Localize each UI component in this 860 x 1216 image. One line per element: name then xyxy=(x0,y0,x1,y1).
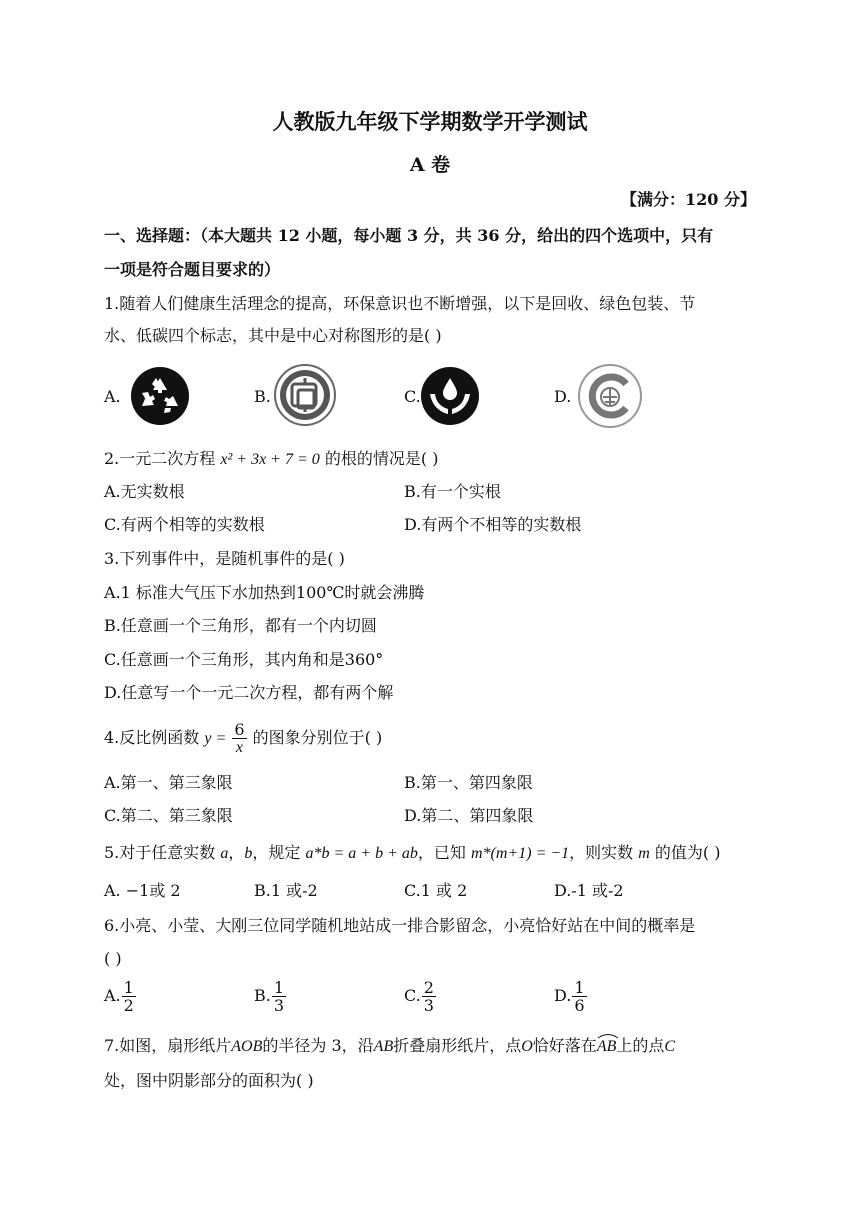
q3-option-a: A.1 标准大气压下水加热到100℃时就会沸腾 xyxy=(104,583,425,602)
q4-option-a: A.第一、第三象限 xyxy=(104,773,233,792)
q4-option-d: D.第二、第四象限 xyxy=(404,806,534,825)
q2-option-d: D.有两个不相等的实数根 xyxy=(404,515,582,534)
q3-option-c: C.任意画一个三角形，其内角和是360° xyxy=(104,650,384,669)
q5-stem xyxy=(104,843,721,864)
q5-option-a: A. −1或 2 xyxy=(104,881,181,900)
page-subtitle: A 卷 xyxy=(409,154,451,176)
q7-stem-line1 xyxy=(104,1036,675,1057)
q1-stem-line2: 水、低碳四个标志，其中是中心对称图形的是( ) xyxy=(104,326,442,345)
q1-option-b-label: B. xyxy=(254,387,271,406)
q5-text-d: ，则实数 xyxy=(569,843,634,862)
page-title: 人教版九年级下学期数学开学测试 xyxy=(272,109,588,134)
q4-option-b: B.第一、第四象限 xyxy=(404,773,533,792)
arc-symbol-icon xyxy=(597,1033,619,1039)
q5-option-b: B.1 或-2 xyxy=(254,881,318,900)
q6-option-d-fraction xyxy=(572,979,586,1014)
q2-option-b: B.有一个实根 xyxy=(404,482,501,501)
q6-option-d xyxy=(554,978,588,1014)
q1-stem-line1: 1.随着人们健康生活理念的提高，环保意识也不断增强，以下是回收、绿色包装、节 xyxy=(104,294,696,313)
q4-suffix: 的图象分别位于( ) xyxy=(252,728,383,747)
q5-var-a: a xyxy=(220,845,229,862)
q6-option-c-label: C. xyxy=(404,986,421,1005)
q6-option-a-num: 1 xyxy=(123,978,134,997)
q6-option-c-fraction xyxy=(422,979,436,1014)
q6-option-a-label: A. xyxy=(104,986,121,1005)
q6-stem-line1: 6.小亮、小莹、大刚三位同学随机地站成一排合影留念，小亮恰好站在中间的概率是 xyxy=(104,916,696,935)
q2-option-c: C.有两个相等的实数根 xyxy=(104,515,265,534)
q3-option-d: D.任意写一个一元二次方程，都有两个解 xyxy=(104,683,394,702)
q7-stem-line2: 处，图中阴影部分的面积为( ) xyxy=(104,1071,314,1090)
q3-option-b: B.任意画一个三角形，都有一个内切圆 xyxy=(104,616,377,635)
q6-option-b-fraction xyxy=(272,979,286,1014)
q1-option-c-label: C. xyxy=(404,387,421,406)
section-heading-line2: 一项是符合题目要求的） xyxy=(104,260,281,279)
q6-option-a-fraction xyxy=(122,979,136,1014)
q5-text-a: 5.对于任意实数 xyxy=(104,843,216,862)
q4-numerator: 6 xyxy=(234,720,245,739)
q4-option-c: C.第二、第三象限 xyxy=(104,806,233,825)
water-saving-icon xyxy=(420,366,480,426)
q2-suffix: 的根的情况是( ) xyxy=(324,449,439,468)
q7-arc-ab xyxy=(597,1037,617,1057)
q7-arc-label: AB xyxy=(596,1038,617,1055)
q6-stem-line2: ( ) xyxy=(104,949,122,968)
q7-v3: O xyxy=(521,1038,533,1055)
q6-option-b-label: B. xyxy=(254,986,271,1005)
green-package-icon xyxy=(274,364,336,426)
q5-definition: a*b = a + b + ab xyxy=(305,845,418,862)
q4-stem xyxy=(104,720,382,757)
q5-sep: ， xyxy=(228,843,245,862)
q6-option-d-num: 1 xyxy=(574,978,585,997)
score-note: 【满分：120 分】 xyxy=(621,190,756,209)
q1-option-a-label: A. xyxy=(104,387,121,406)
q6-option-d-label: D. xyxy=(554,986,572,1005)
q7-t2: 的半径为 3，沿 xyxy=(262,1036,374,1055)
section-heading-line1: 一、选择题：（本大题共 12 小题，每小题 3 分，共 36 分，给出的四个选项中，只有 xyxy=(104,226,714,245)
q4-fraction xyxy=(232,721,246,756)
recycle-icon xyxy=(130,366,190,426)
q2-stem xyxy=(104,449,438,470)
q5-option-c: C.1 或 2 xyxy=(404,881,468,900)
q6-option-a-den: 2 xyxy=(123,996,134,1015)
q7-v2: AB xyxy=(373,1038,394,1055)
q6-option-b xyxy=(254,978,287,1014)
q7-t1: 7.如图，扇形纸片 xyxy=(104,1036,232,1055)
q7-t4: 恰好落在 xyxy=(532,1036,597,1055)
q6-option-c xyxy=(404,978,437,1014)
q4-prefix: 4.反比例函数 xyxy=(104,728,200,747)
q1-option-d-label: D. xyxy=(554,387,572,406)
q5-var-m: m xyxy=(638,845,650,862)
low-carbon-icon xyxy=(578,364,642,428)
q2-equation: x² + 3x + 7 = 0 xyxy=(220,451,320,468)
q6-option-c-den: 3 xyxy=(423,996,434,1015)
q4-denominator: x xyxy=(235,739,244,756)
q2-option-a: A.无实数根 xyxy=(104,482,185,501)
q7-t5: 上的点 xyxy=(616,1036,665,1055)
q6-option-b-den: 3 xyxy=(273,996,285,1015)
q3-stem: 3.下列事件中，是随机事件的是( ) xyxy=(104,549,345,568)
q5-given: m*(m+1) = −1 xyxy=(471,845,570,862)
q7-v1: AOB xyxy=(231,1038,263,1055)
q4-lhs: y = xyxy=(204,730,227,747)
q5-text-c: ，已知 xyxy=(417,843,466,862)
q5-text-e: 的值为( ) xyxy=(654,843,721,862)
q5-var-b: b xyxy=(244,845,253,862)
q5-option-d: D.-1 或-2 xyxy=(554,881,624,900)
q7-t3: 折叠扇形纸片，点 xyxy=(393,1036,522,1055)
q6-option-d-den: 6 xyxy=(574,996,585,1015)
q2-prefix: 2.一元二次方程 xyxy=(104,449,216,468)
q6-option-a xyxy=(104,978,137,1014)
q6-option-c-num: 2 xyxy=(423,978,434,997)
q6-option-b-num: 1 xyxy=(273,978,285,997)
q7-v4: C xyxy=(664,1038,676,1055)
q5-text-b: ，规定 xyxy=(252,843,301,862)
